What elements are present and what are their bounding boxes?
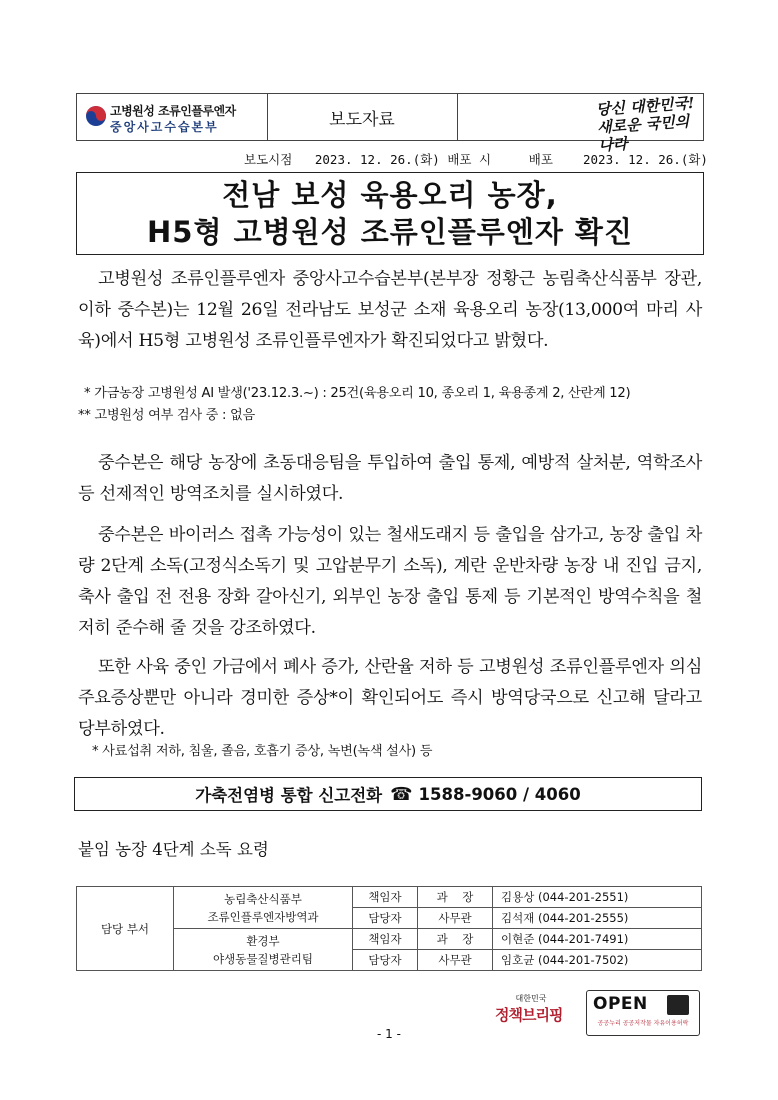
role-cell: 책임자 bbox=[353, 929, 418, 950]
title-line2: H5형 고병원성 조류인플루엔자 확진 bbox=[147, 215, 633, 249]
title-line1: 전남 보성 육용오리 농장, bbox=[222, 178, 558, 212]
slogan bbox=[595, 93, 705, 154]
footnote-3: * 사료섭취 저하, 침울, 졸음, 호흡기 증상, 녹변(녹색 설사) 등 bbox=[92, 744, 433, 759]
slogan-line1: 당신 대한민국! bbox=[595, 93, 696, 119]
division1: 조류인플루엔자방역과 bbox=[207, 909, 319, 924]
org-cell bbox=[77, 94, 268, 140]
role-cell: 담당자 bbox=[353, 950, 418, 971]
slogan-line2: 새로운 국민의 나라 bbox=[596, 112, 690, 155]
paragraph-1: 고병원성 조류인플루엔자 중앙사고수습본부(본부장 정황근 농림축산식품부 장관, 이하 중수본)는 12월 26일 전라남도 보성군 소재 육용오리 농장(13,000여 마리 사육)에서 H5형 고병원성 조류인플루엔자가 확진되었다고 밝혔다. bbox=[78, 269, 702, 351]
person-cell: 임호균 (044-201-7502) bbox=[493, 950, 702, 971]
open-sub: 공공누리 공공저작물 자유이용허락 bbox=[597, 1020, 689, 1027]
hotline-label: 가축전염병 통합 신고전화 bbox=[195, 786, 383, 805]
dept-label: 담당 부서 bbox=[77, 887, 174, 971]
attachment-note: 붙임 농장 4단계 소독 요령 bbox=[78, 840, 269, 859]
paragraph-2: 중수본은 해당 농장에 초동대응팀을 투입하여 출입 통제, 예방적 살처분, 역학조사 등 선제적인 방역조치를 실시하였다. bbox=[78, 453, 702, 504]
contacts-table bbox=[76, 886, 702, 971]
dept-ministry2 bbox=[174, 929, 353, 971]
ministry2: 환경부 bbox=[246, 933, 280, 948]
table-row bbox=[77, 887, 702, 908]
telephone-icon: ☎ bbox=[390, 783, 413, 805]
gov-top-text: 대한민국 bbox=[515, 994, 547, 1003]
org-name: 고병원성 조류인플루엔자 bbox=[110, 104, 236, 118]
division2: 야생동물질병관리팀 bbox=[213, 951, 313, 966]
person-cell: 김석재 (044-201-2555) bbox=[493, 908, 702, 929]
person-cell: 이현준 (044-201-7491) bbox=[493, 929, 702, 950]
paragraph-3: 중수본은 바이러스 접촉 가능성이 있는 철새도래지 등 출입을 삼가고, 농장 출입 차량 2단계 소독(고정식소독기 및 고압분무기 소독), 계란 운반차량 농장 내 진입 금지, 축사 출입 전 전용 장화 갈아신기, 외부인 농장 출입 통제 등 기본적인 방역수칙을 철저히 준수해 줄 것을 강조하였다. bbox=[78, 525, 702, 638]
org-subname: 중앙사고수습본부 bbox=[110, 120, 219, 134]
title-cell: 사무관 bbox=[418, 950, 493, 971]
title-cell: 사무관 bbox=[418, 908, 493, 929]
person-icon bbox=[667, 995, 689, 1015]
title-cell: 과 장 bbox=[418, 887, 493, 908]
ministry1: 농림축산식품부 bbox=[224, 891, 302, 906]
title-box bbox=[76, 172, 704, 255]
page-number: - 1 - bbox=[377, 1027, 401, 1041]
doc-type: 보도자료 bbox=[267, 94, 458, 140]
role-cell: 담당자 bbox=[353, 908, 418, 929]
header-box bbox=[76, 93, 704, 155]
release-dates: 보도시점 2023. 12. 26.(화) 배포 시 배포 2023. 12. 26.(화) bbox=[244, 152, 708, 167]
footnote-2: ** 고병원성 여부 검사 중 : 없음 bbox=[78, 408, 255, 423]
report-hotline-box bbox=[74, 777, 702, 811]
slogan-cell bbox=[457, 93, 703, 155]
role-cell: 책임자 bbox=[353, 887, 418, 908]
policy-briefing-logo bbox=[495, 993, 577, 1031]
gov-brand-text: 정책브리핑 bbox=[495, 1006, 563, 1024]
open-label: OPEN bbox=[593, 994, 648, 1014]
footnote-1: * 가금농장 고병원성 AI 발생('23.12.3.~) : 25건(육용오리 10, 종오리 1, 육용종계 2, 산란계 12) bbox=[84, 386, 631, 401]
paragraph-4: 또한 사육 중인 가금에서 폐사 증가, 산란율 저하 등 고병원성 조류인플루엔자 의심 주요증상뿐만 아니라 경미한 증상*이 확인되어도 즉시 방역당국으로 신고해 달라고 당부하였다. bbox=[78, 657, 702, 739]
title-cell: 과 장 bbox=[418, 929, 493, 950]
hotline-numbers: 1588-9060 / 4060 bbox=[418, 784, 581, 804]
person-cell: 김용상 (044-201-2551) bbox=[493, 887, 702, 908]
taegeuk-logo-icon bbox=[85, 105, 107, 127]
dept-ministry1 bbox=[174, 887, 353, 929]
